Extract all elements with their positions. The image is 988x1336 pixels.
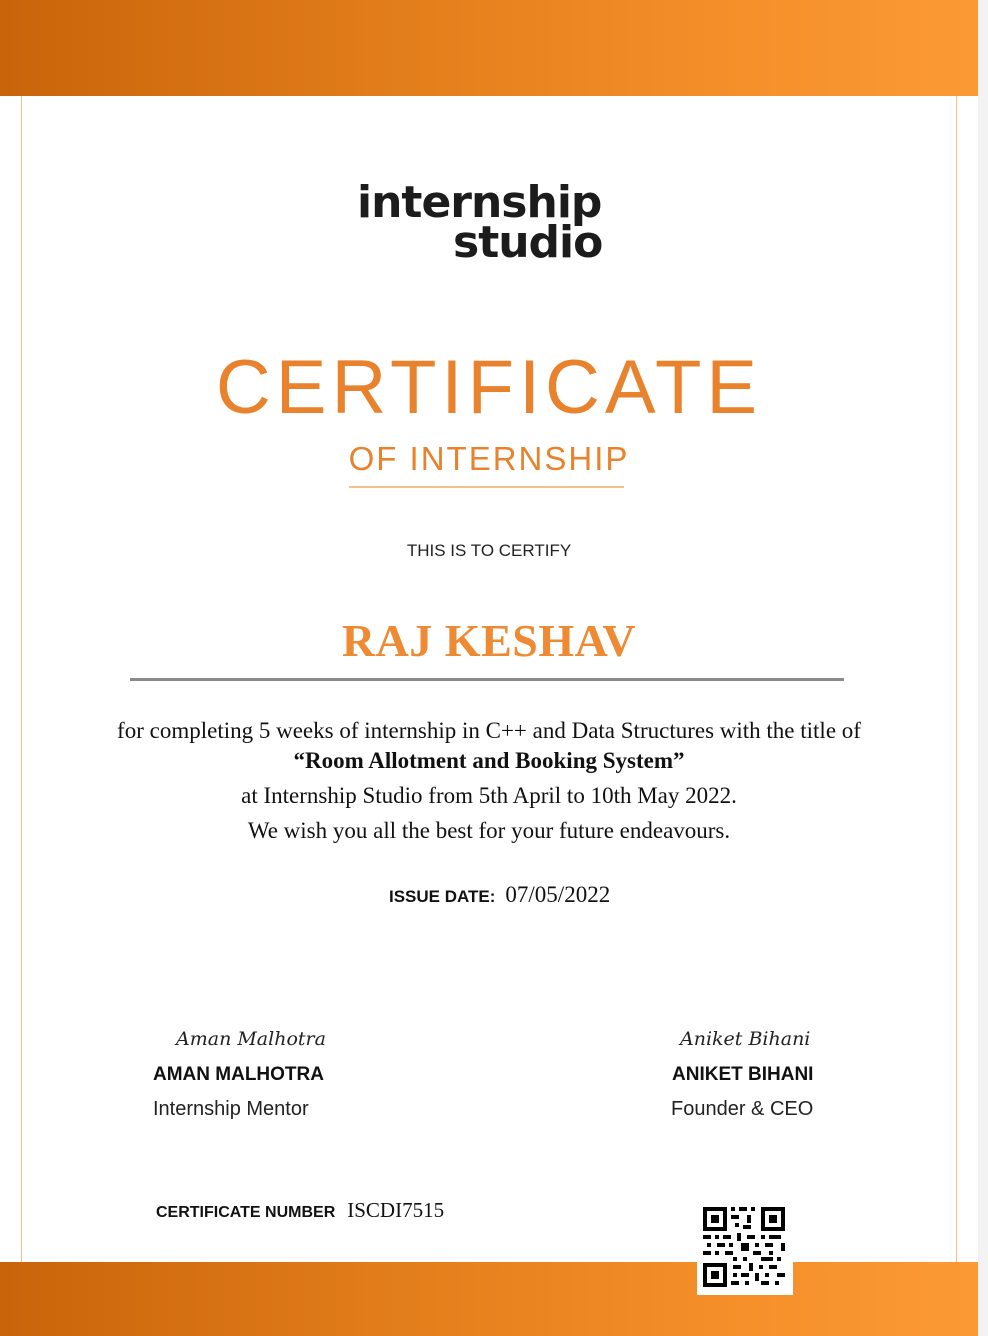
body-line-1: for completing 5 weeks of internship in C++ and Data Structures with the title of: [117, 718, 861, 743]
ceo-name: ANIKET BIHANI: [672, 1064, 814, 1085]
mentor-role: Internship Mentor: [153, 1098, 309, 1120]
certificate-subtitle: OF INTERNSHIP: [348, 440, 630, 477]
certificate-number-row: [156, 1198, 444, 1223]
certificate-number-label: CERTIFICATE NUMBER: [156, 1204, 336, 1221]
qr-code-graphic: [697, 1199, 793, 1295]
issue-date-label: ISSUE DATE:: [389, 887, 496, 906]
logo-line-1: internship: [357, 177, 602, 228]
mentor-signature: Aman Malhotra: [176, 1028, 326, 1050]
mentor-name: AMAN MALHOTRA: [153, 1064, 324, 1085]
ceo-role: Founder & CEO: [671, 1098, 814, 1120]
subtitle-underline: [349, 486, 624, 488]
body-line-4: We wish you all the best for your future endeavours.: [247, 818, 731, 843]
recipient-underline: [130, 678, 844, 681]
bottom-decorative-band: [0, 1262, 978, 1336]
issue-date-value: 07/05/2022: [505, 882, 611, 907]
left-border-line: [21, 96, 22, 1262]
project-title: “Room Allotment and Booking System”: [293, 748, 685, 773]
certify-text: THIS IS TO CERTIFY: [406, 541, 572, 560]
right-border-line: [956, 96, 957, 1262]
certificate-title: CERTIFICATE: [215, 345, 763, 430]
qr-code-icon[interactable]: [697, 1199, 793, 1295]
page-edge-strip: [978, 0, 988, 1336]
ceo-signature: Aniket Bihani: [680, 1028, 811, 1050]
certificate-number-value: ISCDI7515: [347, 1198, 445, 1222]
issue-date-row: [389, 882, 610, 908]
recipient-name: RAJ KESHAV: [341, 615, 637, 666]
body-line-3: at Internship Studio from 5th April to 10th May 2022.: [241, 783, 737, 808]
top-decorative-band: [0, 0, 978, 96]
logo-line-2: studio: [453, 217, 603, 268]
